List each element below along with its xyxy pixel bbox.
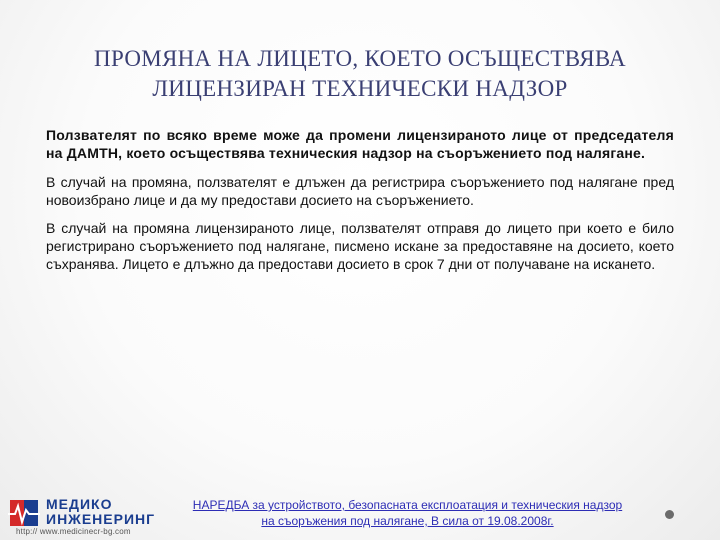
regulation-link[interactable] <box>150 497 665 529</box>
bullet-dot <box>665 510 674 519</box>
medico-logo-icon <box>6 498 42 528</box>
paragraph-2: В случай на промяна, ползвателят е длъжен да регистрира съоръжението под налягане пред новоизбрано лице и да му предостави досието на съоръжението. <box>46 174 674 208</box>
slide-body <box>46 126 674 283</box>
regulation-link-line-1[interactable]: НАРЕДБА за устройството, безопасната експлоатация и техническия надзор <box>192 498 623 512</box>
paragraph-1: Ползвателят по всяко време може да промени лицензираното лице от председателя на ДАМТН, което осъществява техническия надзор на съоръжението под налягане. <box>46 127 674 161</box>
logo-text-line-2: ИНЖЕНЕРИНГ <box>46 511 156 527</box>
regulation-link-line-2[interactable]: на съоръжения под налягане, В сила от 19.08.2008г. <box>261 514 554 528</box>
logo-url: http:// www.medicinecr-bg.com <box>16 527 131 536</box>
slide-title-line-2: ЛИЦЕНЗИРАН ТЕХНИЧЕСКИ НАДЗОР <box>152 76 568 101</box>
slide-title <box>40 44 680 104</box>
slide-title-line-1: ПРОМЯНА НА ЛИЦЕТО, КОЕТО ОСЪЩЕСТВЯВА <box>94 46 626 71</box>
logo-text-line-1: МЕДИКО <box>46 496 113 512</box>
paragraph-3: В случай на промяна лицензираното лице, ползвателят отправя до лицето при което е било регистрирано съоръжението под налягане, писмено искане за предоставяне на досието, което съхранява. Лицето е длъжно да предостави досието в срок 7 дни от получаване на искането. <box>46 220 674 272</box>
